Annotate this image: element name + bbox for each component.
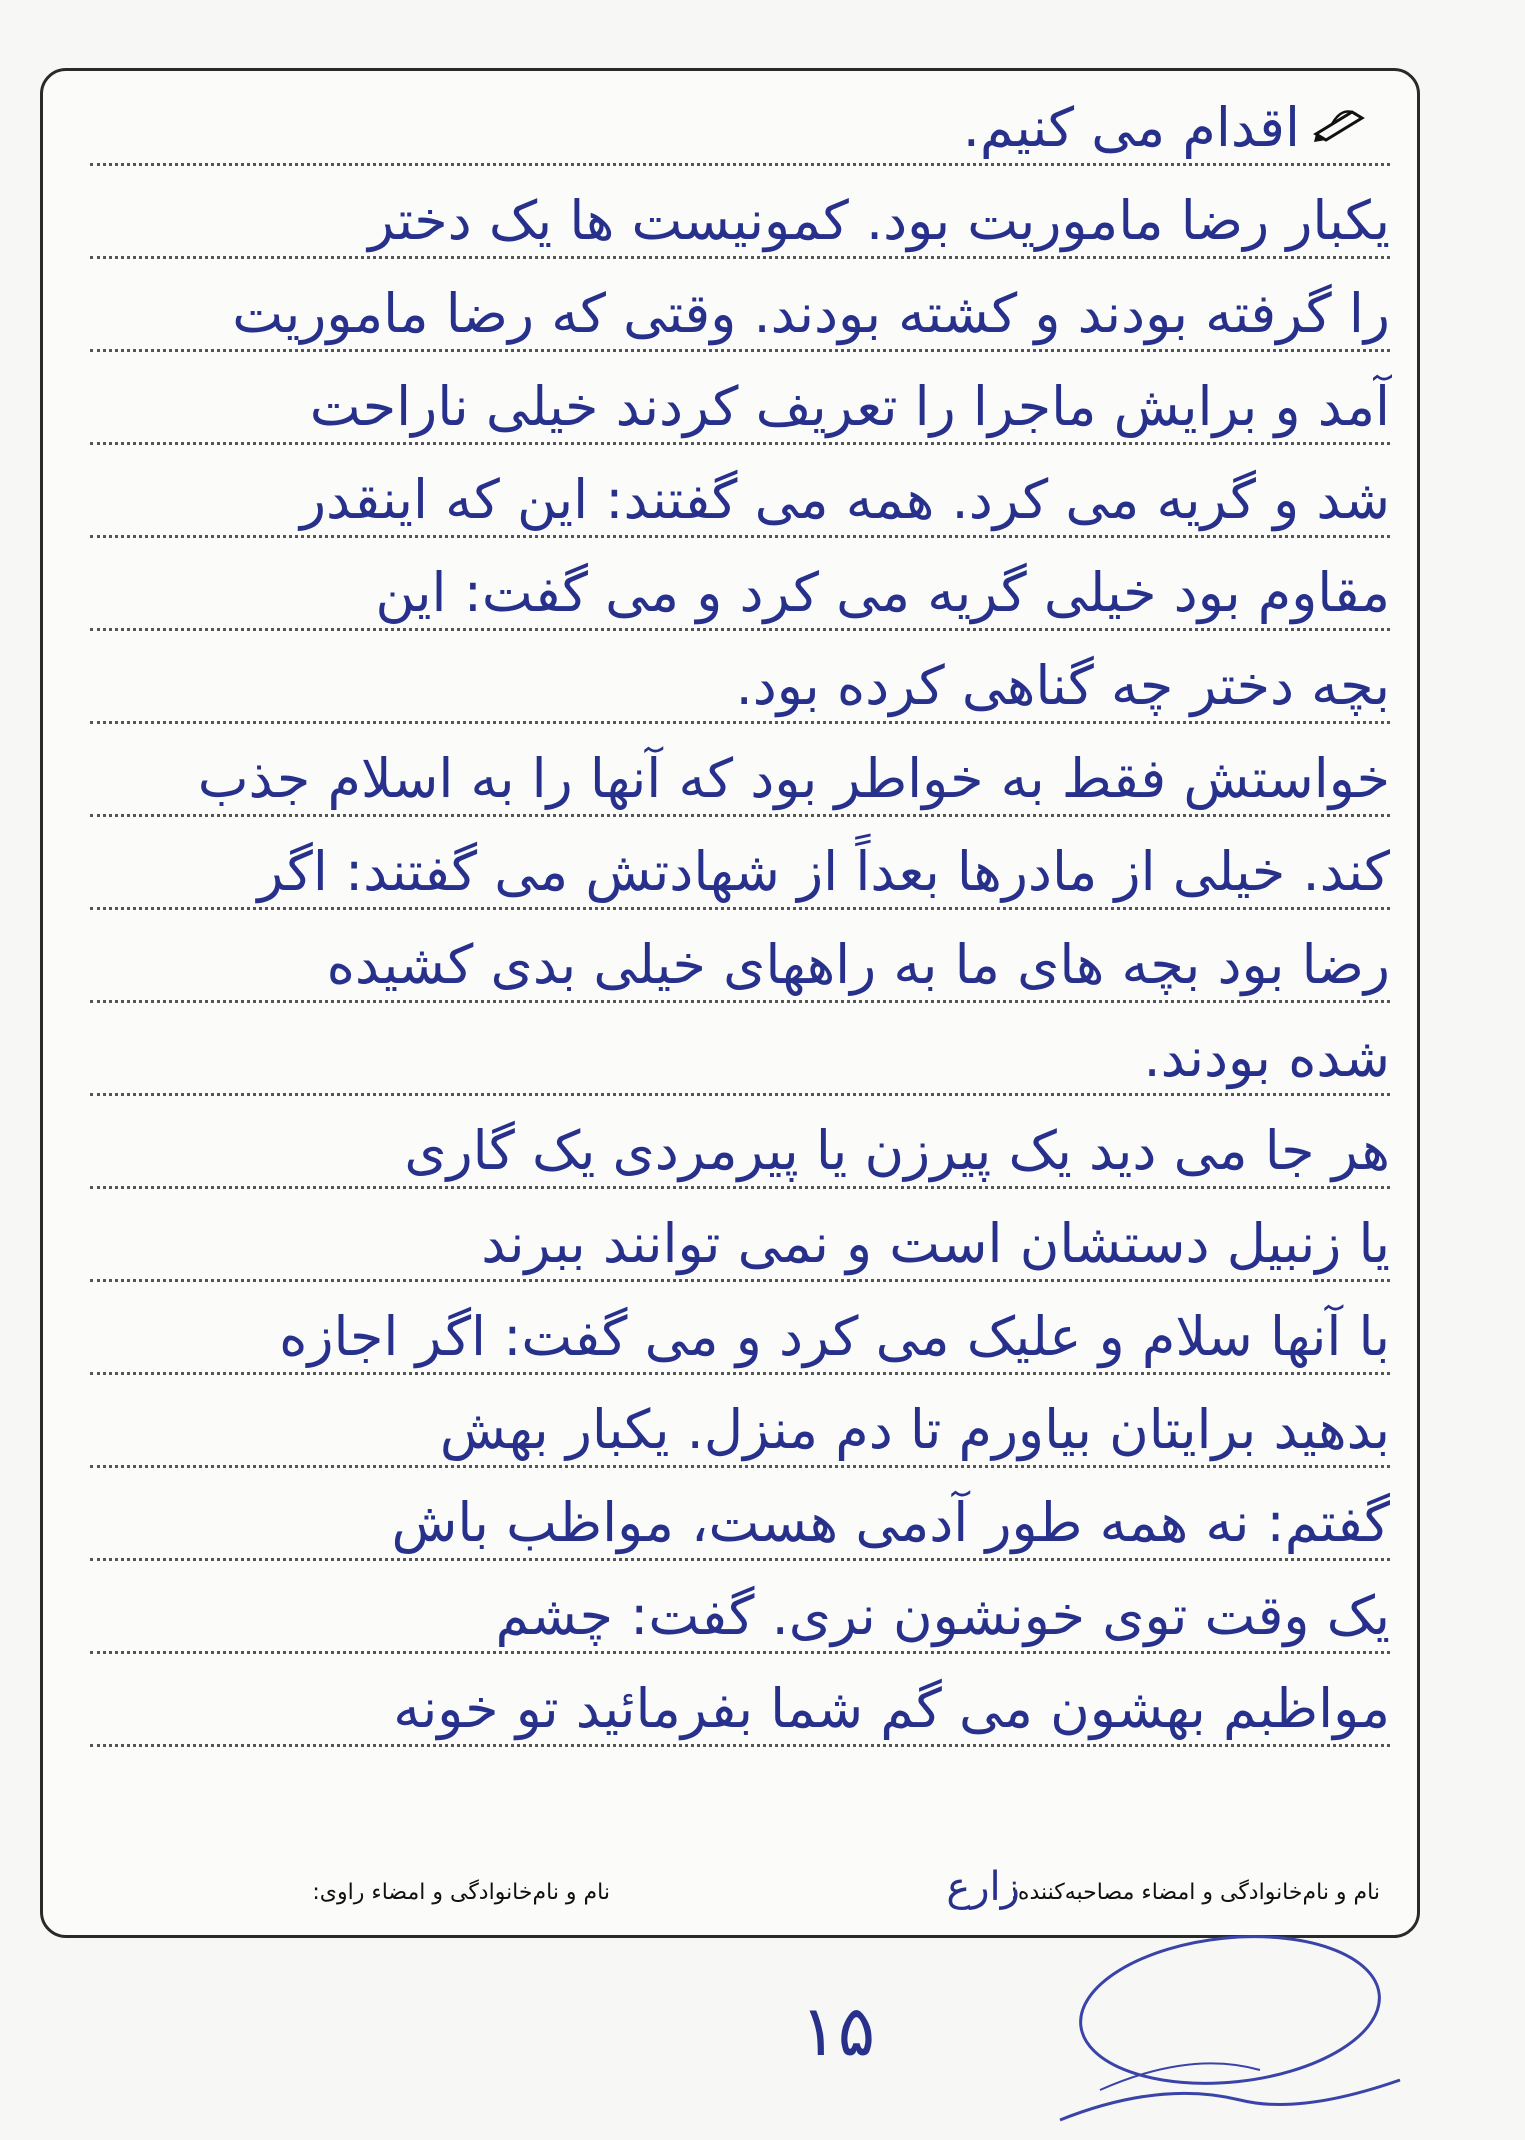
line-text: یک وقت توی خونشون نری. گفت: چشم	[495, 1584, 1390, 1647]
writing-area	[70, 90, 1390, 1850]
text-line	[70, 90, 1390, 180]
line-text: مواظبم بهشون می گم شما بفرمائید تو خونه	[393, 1677, 1390, 1740]
text-line	[70, 1392, 1390, 1482]
text-line	[70, 462, 1390, 552]
line-text: بچه دختر چه گناهی کرده بود.	[735, 654, 1390, 717]
text-line	[70, 183, 1390, 273]
text-line	[70, 927, 1390, 1017]
narrator-label: نام و نام‌خانوادگی و امضاء راوی:	[312, 1880, 610, 1905]
line-text: مقاوم بود خیلی گریه می کرد و می گفت: این	[375, 561, 1390, 624]
line-text: یکبار رضا ماموریت بود. کمونیست ها یک دختر	[368, 189, 1390, 252]
text-line	[70, 1113, 1390, 1203]
line-text: بدهید برایتان بیاورم تا دم منزل. یکبار بهش	[439, 1398, 1390, 1461]
line-text: رضا بود بچه های ما به راههای خیلی بدی کشیده	[326, 933, 1390, 996]
line-text: را گرفته بودند و کشته بودند. وقتی که رضا ماموریت	[232, 282, 1390, 345]
line-text: شده بودند.	[1143, 1026, 1390, 1089]
text-line	[70, 834, 1390, 924]
line-text: یا زنبیل دستشان است و نمی توانند ببرند	[481, 1212, 1390, 1275]
line-text: آمد و برایش ماجرا را تعریف کردند خیلی ناراحت	[309, 375, 1390, 438]
line-text: گفتم: نه همه طور آدمی هست، مواظب باش	[391, 1491, 1390, 1554]
signature-footer	[70, 1864, 1390, 1920]
text-line	[70, 555, 1390, 645]
page-number: ۱۵	[800, 1990, 876, 2072]
text-line	[70, 1299, 1390, 1389]
text-line	[70, 1206, 1390, 1296]
interviewer-signature: زارع	[946, 1864, 1020, 1910]
text-line	[70, 741, 1390, 831]
line-text: اقدام می کنیم.	[962, 96, 1300, 159]
signature-scribble-icon	[1040, 1930, 1420, 2130]
line-text: هر جا می دید یک پیرزن یا پیرمردی یک گاری	[404, 1119, 1390, 1182]
text-line	[70, 1485, 1390, 1575]
line-text: کند. خیلی از مادرها بعداً از شهادتش می گفتند: اگر	[257, 840, 1390, 903]
text-line	[70, 276, 1390, 366]
text-line	[70, 369, 1390, 459]
interviewer-label: نام و نام‌خانوادگی و امضاء مصاحبه‌کننده:	[1010, 1880, 1380, 1905]
line-text: خواستش فقط به خواطر بود که آنها را به اسلام جذب	[197, 747, 1390, 810]
text-line	[70, 1671, 1390, 1761]
text-line	[70, 1578, 1390, 1668]
line-text: با آنها سلام و علیک می کرد و می گفت: اگر اجازه	[279, 1305, 1390, 1368]
text-line	[70, 1020, 1390, 1110]
line-text: شد و گریه می کرد. همه می گفتند: این که اینقدر	[299, 468, 1390, 531]
text-line	[70, 648, 1390, 738]
